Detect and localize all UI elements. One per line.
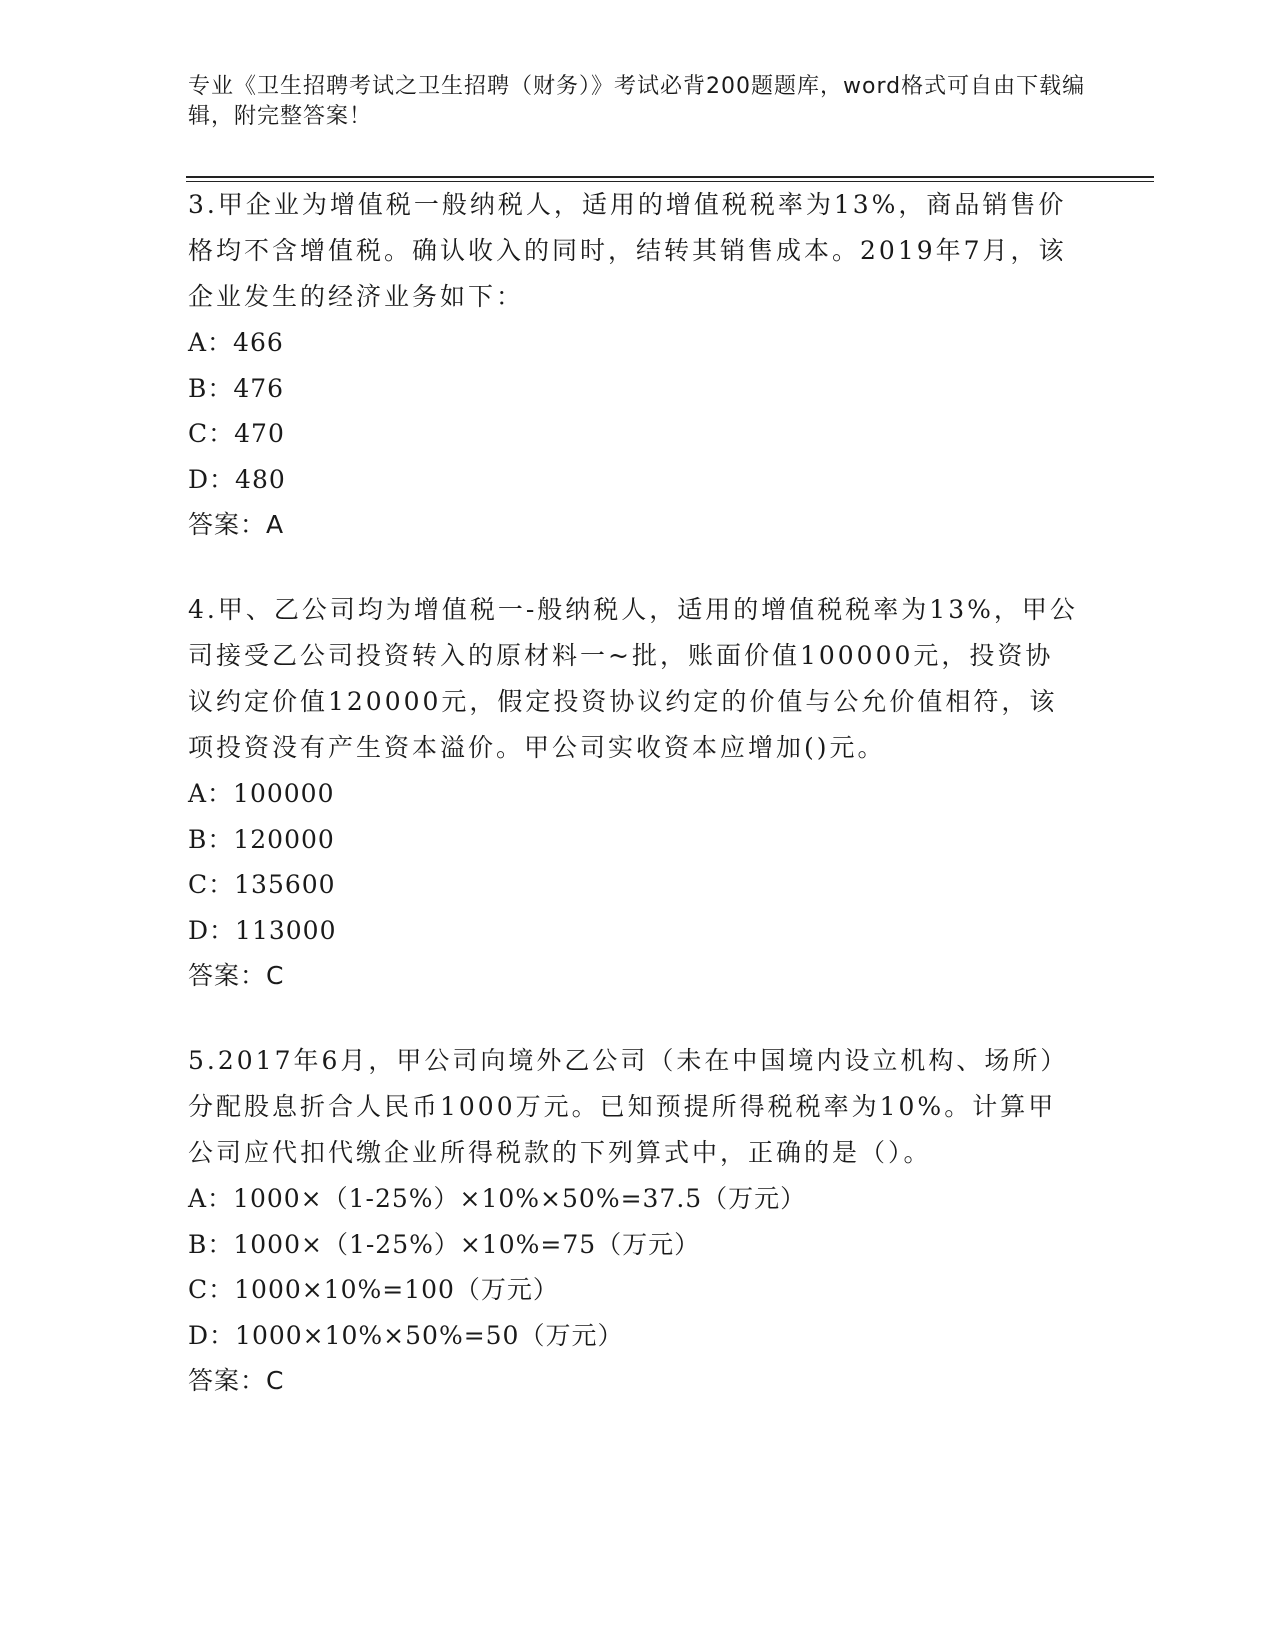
option-b: B：1000×（1-25%）×10%=75（万元）: [188, 1229, 701, 1259]
question-4: [188, 587, 1078, 999]
question-stem: 4.甲、乙公司均为增值税一-般纳税人，适用的增值税税率为13%，甲公司接受乙公司投资转入的原材料一~批，账面价值100000元，投资协议约定价值120000元，假定投资协议约定的价值与公允价值相符，该项投资没有产生资本溢价。甲公司实收资本应增加()元。: [188, 595, 1078, 762]
option-d: D：1000×10%×50%=50（万元）: [188, 1320, 624, 1350]
question-stem: 3.甲企业为增值税一般纳税人，适用的增值税税率为13%，商品销售价格均不含增值税。确认收入的同时，结转其销售成本。2019年7月，该企业发生的经济业务如下：: [188, 190, 1067, 311]
option-a: A：100000: [188, 779, 335, 808]
option-a: A：466: [188, 328, 284, 357]
option-d: D：480: [188, 464, 286, 494]
answer-label: 答案：A: [188, 510, 285, 539]
question-3: [188, 182, 1078, 548]
option-c: C：1000×10%=100（万元）: [188, 1275, 559, 1304]
option-d: D：113000: [188, 915, 337, 945]
option-a: A：1000×（1-25%）×10%×50%=37.5（万元）: [188, 1184, 807, 1213]
option-b: B：120000: [188, 824, 335, 854]
answer-label: 答案：C: [188, 961, 285, 990]
document-header: 专业《卫生招聘考试之卫生招聘（财务）》考试必背200题题库，word格式可自由下载编辑，附完整答案！: [188, 74, 1086, 129]
option-c: C：135600: [188, 870, 336, 899]
header-rule-thick: [186, 176, 1154, 178]
option-c: C：470: [188, 419, 285, 448]
question-stem: 5.2017年6月，甲公司向境外乙公司（未在中国境内设立机构、场所）分配股息折合人民币1000万元。已知预提所得税税率为10%。计算甲公司应代扣代缴企业所得税款的下列算式中，正确的是（）。: [188, 1046, 1069, 1167]
option-b: B：476: [188, 373, 285, 403]
answer-label: 答案：C: [188, 1366, 285, 1395]
question-5: [188, 1038, 1078, 1404]
